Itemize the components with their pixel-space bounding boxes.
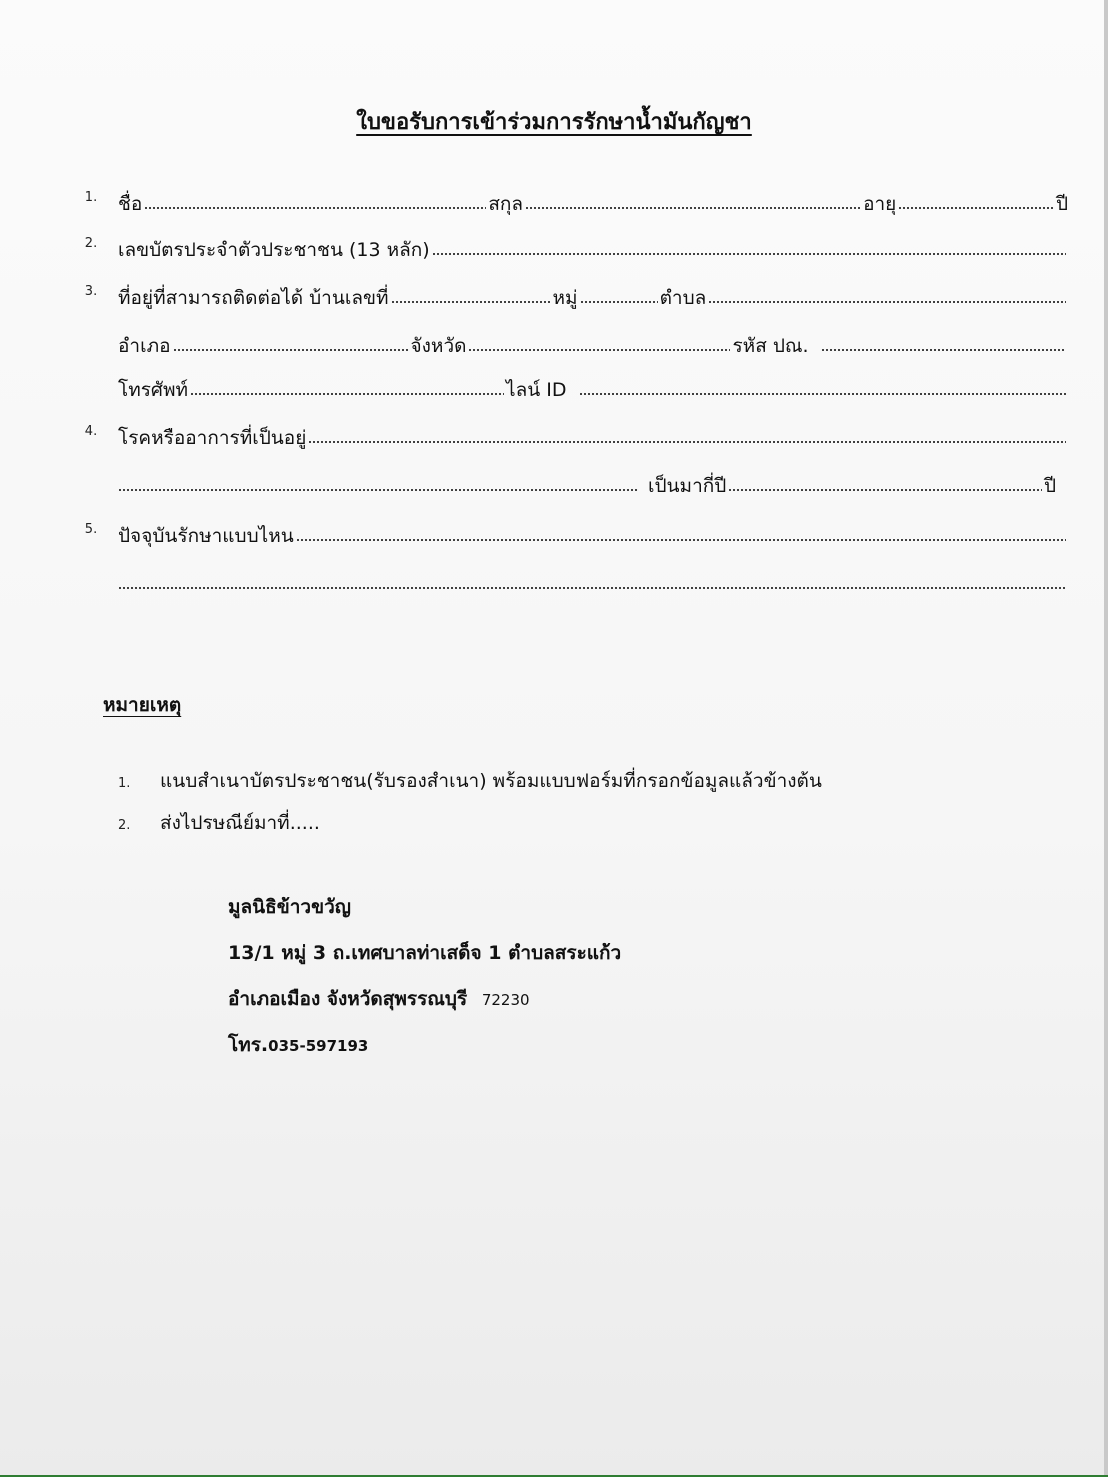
label-age: อายุ: [863, 193, 897, 215]
years-suffering-field[interactable]: [728, 488, 1042, 492]
note-text: ส่งไปรษณีย์มาที่.....: [160, 812, 320, 834]
field-row-condition: [0, 410, 1108, 450]
treatment-field[interactable]: [296, 538, 1066, 542]
form-title: ใบขอรับการเข้าร่วมการรักษาน้ำมันกัญชา: [356, 110, 752, 135]
label-village: หมู่: [552, 287, 578, 309]
house-number-field[interactable]: [391, 300, 551, 304]
label-first-name: ชื่อ: [118, 193, 143, 215]
label-treatment: ปัจจุบันรักษาแบบไหน: [118, 525, 294, 547]
label-line-id: ไลน์ ID: [506, 379, 567, 401]
field-row-phone: [0, 362, 1108, 402]
note-number: 2.: [118, 818, 131, 833]
postcode: 72230: [481, 991, 530, 1009]
label-subdistrict: ตำบล: [659, 287, 707, 309]
label-condition: โรคหรืออาการที่เป็นอยู่: [118, 427, 307, 449]
line-id-field[interactable]: [579, 392, 1066, 396]
label-id-number: เลขบัตรประจำตัวประชาชน (13 หลัก): [118, 239, 430, 261]
item-number: 5.: [84, 522, 98, 537]
label-house-number: ที่อยู่ที่สามารถติดต่อได้ บ้านเลขที่: [118, 287, 389, 309]
field-row-treatment-continued: [0, 556, 1108, 596]
address-line-1: 13/1 หมู่ 3 ถ.เทศบาลท่าเสด็จ 1 ตำบลสระแก้ว: [228, 942, 622, 964]
notes-heading: หมายเหตุ: [103, 694, 182, 716]
field-row-district: [0, 318, 1108, 358]
field-row-address: [0, 270, 1108, 310]
note-number: 1.: [118, 776, 131, 791]
note-item: [118, 808, 320, 838]
field-row-id: [0, 222, 1108, 262]
address-line-2: [228, 984, 530, 1014]
phone-number: 035-597193: [268, 1037, 369, 1055]
id-number-field[interactable]: [432, 252, 1066, 256]
field-row-name: [0, 176, 1108, 216]
address-district-province: อำเภอเมือง จังหวัดสุพรรณบุรี: [228, 988, 468, 1010]
page-edge: [1104, 0, 1108, 1477]
age-field[interactable]: [898, 206, 1054, 210]
note-item: [118, 766, 822, 796]
phone-field[interactable]: [190, 392, 504, 396]
village-field[interactable]: [580, 300, 658, 304]
district-field[interactable]: [173, 348, 409, 352]
postcode-field[interactable]: [821, 348, 1066, 352]
item-number: 3.: [84, 284, 98, 299]
note-text: แนบสำเนาบัตรประชาชน(รับรองสำเนา) พร้อมแบบฟอร์มที่กรอกข้อมูลแล้วข้างต้น: [160, 770, 822, 792]
condition-field[interactable]: [308, 440, 1066, 444]
foundation-name: มูลนิธิข้าวขวัญ: [228, 896, 351, 918]
phone-line: [228, 1030, 368, 1060]
label-years: ปี: [1055, 193, 1068, 215]
label-phone: โทรศัพท์: [118, 379, 189, 401]
treatment-continued-field[interactable]: [118, 586, 1066, 590]
phone-label: โทร.: [228, 1034, 269, 1056]
label-surname: สกุล: [488, 193, 524, 215]
subdistrict-field[interactable]: [708, 300, 1066, 304]
province-field[interactable]: [468, 348, 730, 352]
item-number: 1.: [84, 190, 98, 205]
label-district: อำเภอ: [118, 335, 171, 357]
item-number: 2.: [84, 236, 98, 251]
first-name-field[interactable]: [144, 206, 486, 210]
label-province: จังหวัด: [410, 335, 467, 357]
field-row-condition-years: [0, 458, 1108, 498]
label-years-suffering: เป็นมากี่ปี: [648, 475, 727, 497]
field-row-treatment: [0, 508, 1108, 548]
surname-field[interactable]: [525, 206, 861, 210]
condition-continued-field[interactable]: [118, 488, 638, 492]
item-number: 4.: [84, 424, 98, 439]
label-years: ปี: [1043, 475, 1056, 497]
label-postcode: รหัส ปณ.: [732, 335, 809, 357]
